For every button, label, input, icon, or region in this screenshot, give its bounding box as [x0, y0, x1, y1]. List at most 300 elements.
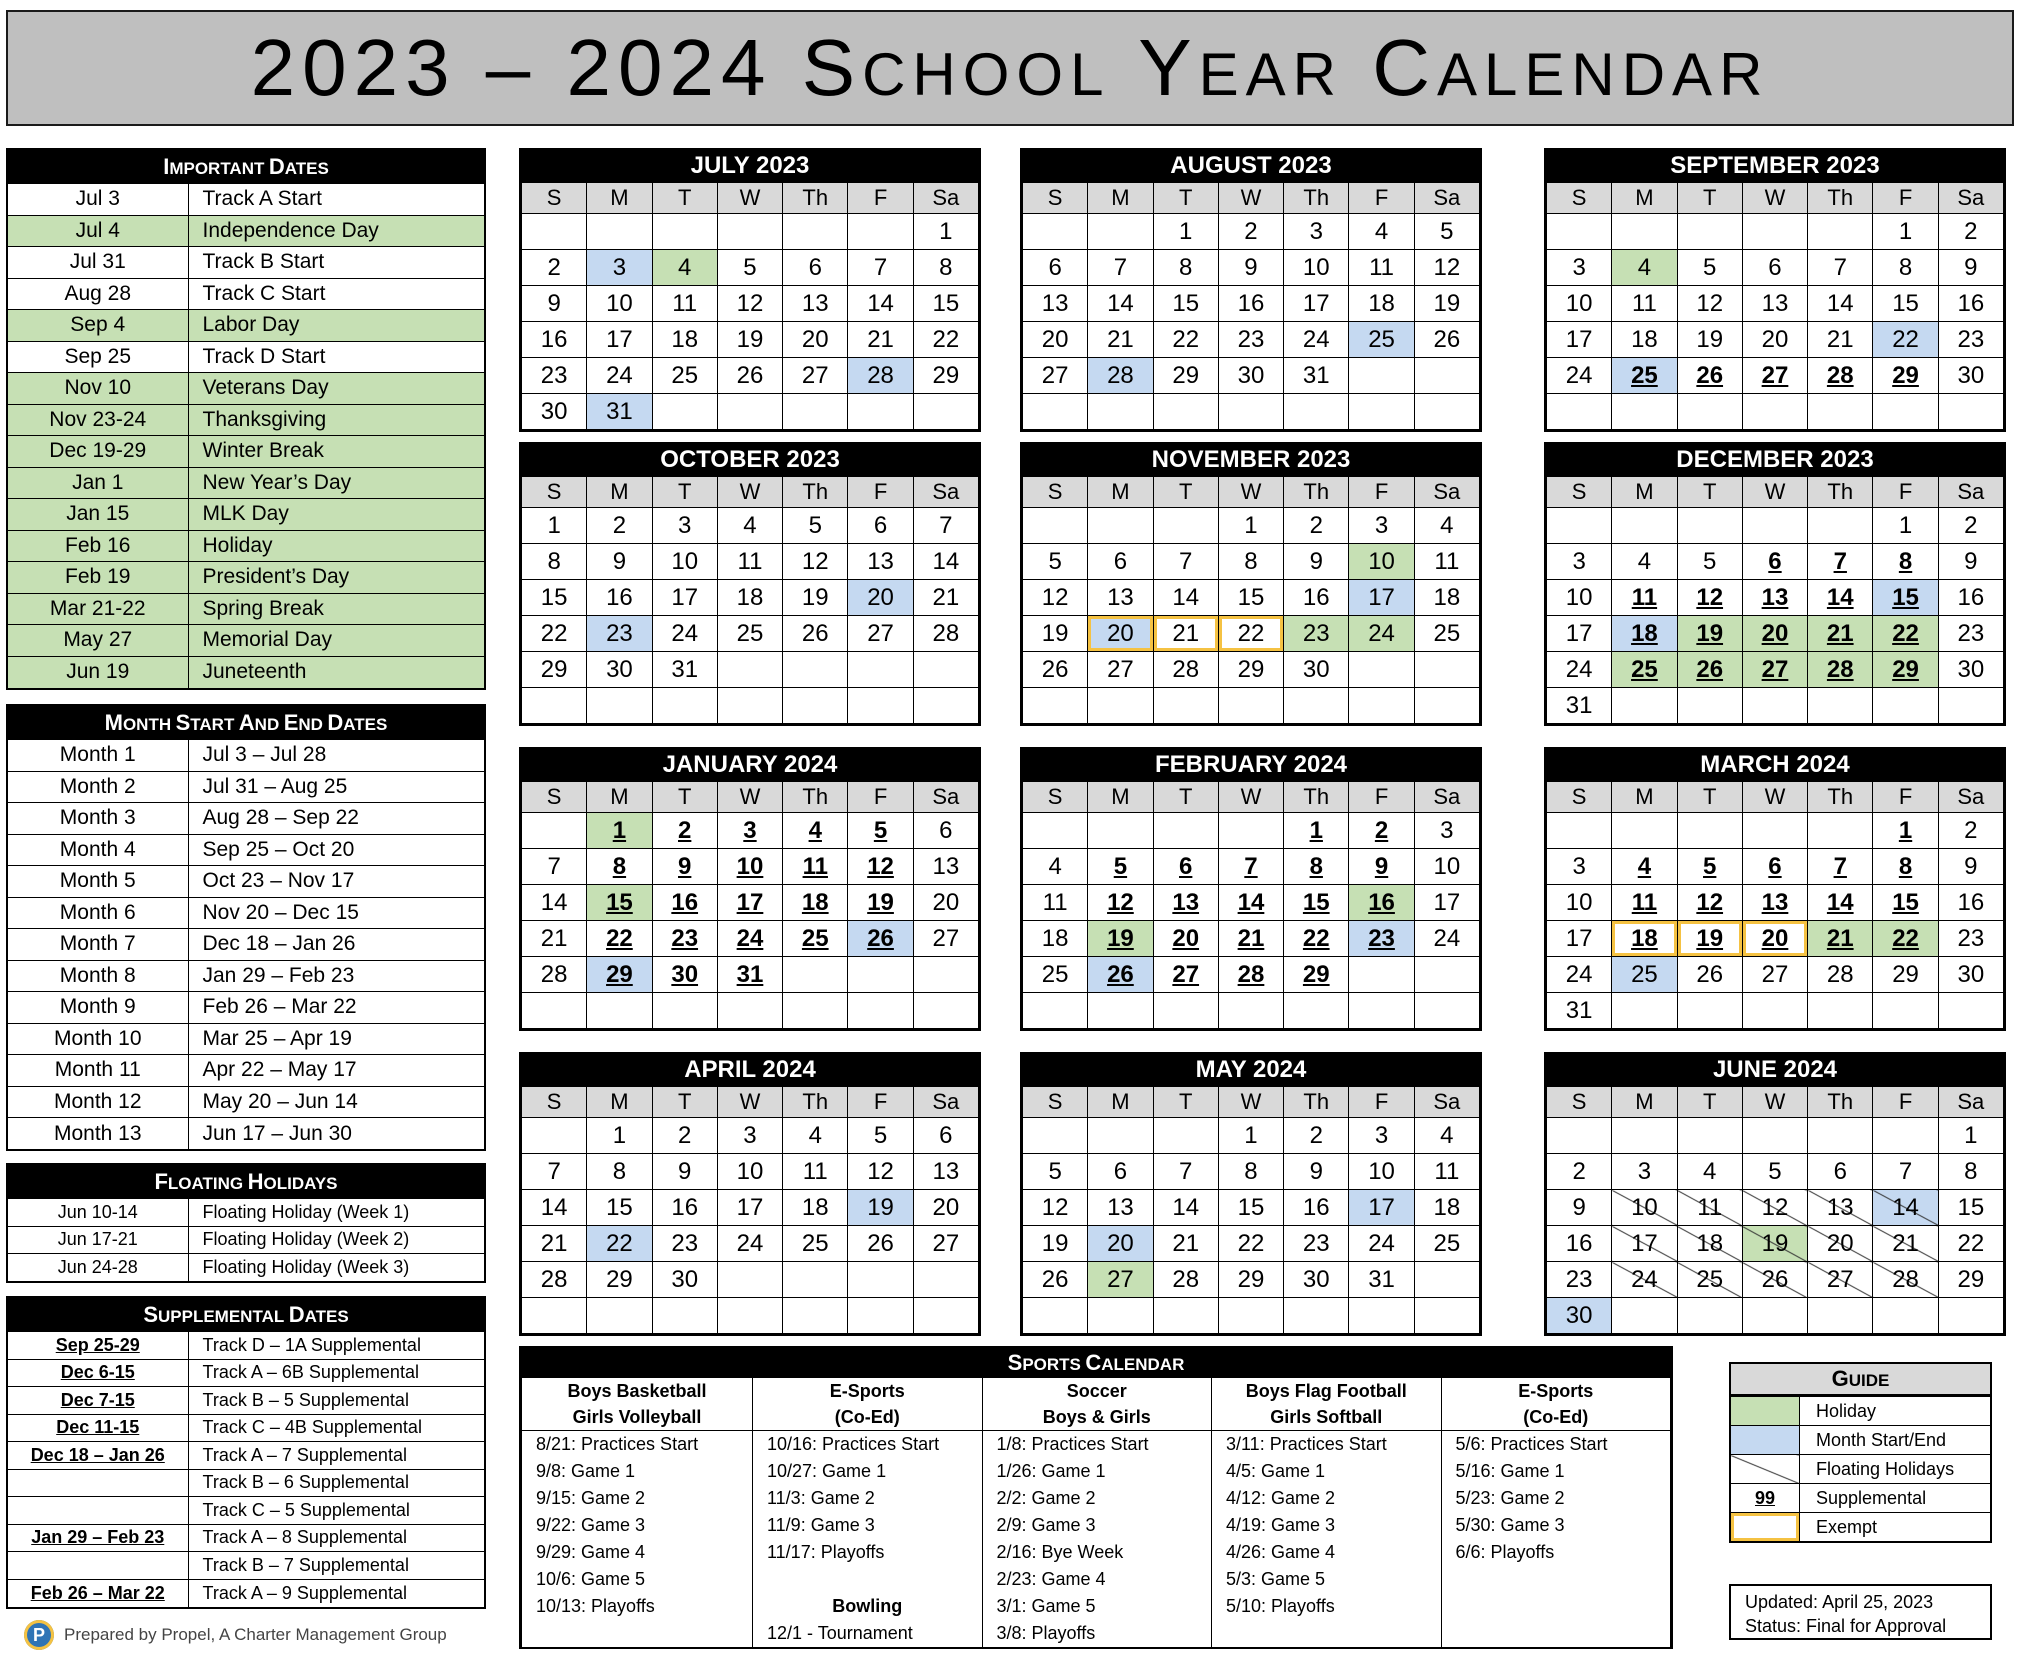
day-cell [1938, 394, 2003, 430]
weekday-label: Sa [913, 1087, 978, 1118]
important-date-row-date: Jun 19 [8, 656, 188, 688]
week-row [522, 358, 979, 394]
day-cell [1742, 214, 1807, 250]
day-cell: 29 [1284, 957, 1349, 993]
weekday-label: T [1153, 782, 1218, 813]
day-cell: 1 [1873, 813, 1938, 849]
supplemental-row [8, 1387, 484, 1415]
day-cell: 29 [1873, 358, 1938, 394]
day-cell: 25 [1414, 616, 1479, 652]
day-cell: 25 [1349, 322, 1414, 358]
day-cell: 27 [1088, 1262, 1153, 1298]
day-cell: 3 [1612, 1154, 1677, 1190]
day-cell [1153, 688, 1218, 724]
day-cell: 31 [587, 394, 652, 430]
week-row [1023, 1226, 1480, 1262]
day-cell: 28 [913, 616, 978, 652]
week-row [522, 921, 979, 957]
day-cell [652, 688, 717, 724]
day-cell: 28 [1808, 652, 1873, 688]
day-cell: 8 [1218, 1154, 1283, 1190]
month-range-row [8, 1055, 484, 1087]
week-row [1023, 1190, 1480, 1226]
day-cell: 18 [783, 885, 848, 921]
day-cell: 9 [1938, 544, 2003, 580]
week-row [1023, 885, 1480, 921]
day-cell [587, 214, 652, 250]
day-cell: 17 [652, 580, 717, 616]
day-cell [652, 993, 717, 1029]
day-cell: 27 [1742, 957, 1807, 993]
day-cell: 22 [1218, 616, 1283, 652]
day-cell: 30 [1284, 652, 1349, 688]
weekday-label: Sa [1938, 477, 2003, 508]
month-range-row-label: Dec 18 – Jan 26 [188, 929, 484, 961]
month-title: OCTOBER 2023 [521, 444, 979, 476]
day-cell: 18 [1349, 286, 1414, 322]
weekday-label: M [587, 477, 652, 508]
status-box [1729, 1584, 1992, 1640]
important-date-row-label: Spring Break [188, 593, 484, 625]
day-cell: 30 [1938, 957, 2003, 993]
day-cell: 6 [1742, 250, 1807, 286]
day-cell: 15 [1218, 580, 1283, 616]
supplemental-row [8, 1524, 484, 1552]
day-cell: 12 [783, 544, 848, 580]
supplemental-row [8, 1552, 484, 1580]
weekday-label: F [1349, 477, 1414, 508]
important-date-row [8, 436, 484, 468]
supplemental-row-date: Jan 29 – Feb 23 [8, 1524, 188, 1552]
day-cell [1612, 813, 1677, 849]
day-cell: 29 [1218, 652, 1283, 688]
sports-header-cell: Boys Flag Football [1212, 1378, 1442, 1404]
month-range-row-label: May 20 – Jun 14 [188, 1086, 484, 1118]
sports-row [522, 1485, 1671, 1512]
sports-header-cell: Boys & Girls [982, 1404, 1212, 1431]
day-cell: 21 [1088, 322, 1153, 358]
day-cell: 7 [1808, 544, 1873, 580]
day-cell: 26 [1742, 1262, 1807, 1298]
week-row [1547, 1154, 2004, 1190]
day-cell: 9 [587, 544, 652, 580]
day-cell: 2 [1547, 1154, 1612, 1190]
day-cell: 19 [1677, 921, 1742, 957]
weekday-label: Th [783, 183, 848, 214]
day-cell: 31 [1284, 358, 1349, 394]
weekday-label: T [1153, 183, 1218, 214]
day-cell [1742, 508, 1807, 544]
day-cell: 25 [1612, 358, 1677, 394]
day-cell: 24 [1612, 1262, 1677, 1298]
day-cell: 7 [848, 250, 913, 286]
day-cell [1677, 1298, 1742, 1334]
important-date-row-date: Jan 15 [8, 499, 188, 531]
day-cell: 10 [1547, 580, 1612, 616]
day-cell [1284, 993, 1349, 1029]
day-cell [1677, 508, 1742, 544]
guide-item [1731, 1426, 1990, 1455]
month-range-row [8, 834, 484, 866]
day-cell: 5 [717, 250, 782, 286]
day-cell: 28 [1088, 358, 1153, 394]
supplemental-row [8, 1442, 484, 1470]
day-cell [1349, 358, 1414, 394]
day-cell: 16 [1938, 580, 2003, 616]
important-date-row-date: Mar 21-22 [8, 593, 188, 625]
day-cell: 30 [522, 394, 587, 430]
weekday-row [1547, 782, 2004, 813]
day-cell [1414, 652, 1479, 688]
day-cell [1742, 813, 1807, 849]
month-range-row-label: Jul 31 – Aug 25 [188, 771, 484, 803]
day-cell: 12 [1677, 885, 1742, 921]
day-cell: 18 [783, 1190, 848, 1226]
day-cell: 3 [1547, 849, 1612, 885]
week-row [1547, 214, 2004, 250]
day-cell: 17 [1414, 885, 1479, 921]
supplemental-row-date [8, 1552, 188, 1580]
important-date-row-date: Dec 19-29 [8, 436, 188, 468]
week-row [522, 652, 979, 688]
day-cell: 19 [1023, 616, 1088, 652]
day-cell: 21 [522, 921, 587, 957]
day-cell: 5 [1742, 1154, 1807, 1190]
sports-cell [753, 1566, 983, 1593]
week-row [522, 1298, 979, 1334]
day-cell: 20 [913, 885, 978, 921]
day-cell: 1 [1218, 508, 1283, 544]
day-cell [1677, 813, 1742, 849]
day-cell: 20 [1023, 322, 1088, 358]
day-cell [1349, 652, 1414, 688]
sports-cell: 9/15: Game 2 [522, 1485, 753, 1512]
day-cell: 1 [913, 214, 978, 250]
month-range-row-label: Apr 22 – May 17 [188, 1055, 484, 1087]
day-cell: 25 [783, 1226, 848, 1262]
day-cell [1808, 1118, 1873, 1154]
day-cell: 19 [1414, 286, 1479, 322]
day-cell [717, 1262, 782, 1298]
week-row [1547, 1190, 2004, 1226]
day-cell: 18 [1612, 921, 1677, 957]
weekday-label: Th [1284, 183, 1349, 214]
weekday-label: W [717, 183, 782, 214]
sports-cell: 4/12: Game 2 [1212, 1485, 1442, 1512]
day-cell [1284, 688, 1349, 724]
month-range-row-date: Month 6 [8, 897, 188, 929]
weekday-label: Sa [1414, 1087, 1479, 1118]
day-cell: 6 [913, 1118, 978, 1154]
day-cell: 5 [1088, 849, 1153, 885]
day-cell: 28 [1873, 1262, 1938, 1298]
supplemental-row-label: Track B – 5 Supplemental [188, 1387, 484, 1415]
day-cell [1742, 688, 1807, 724]
day-cell [848, 214, 913, 250]
day-cell [783, 957, 848, 993]
day-cell: 10 [717, 1154, 782, 1190]
important-date-row [8, 247, 484, 279]
month-range-row [8, 771, 484, 803]
weekday-label: Sa [1414, 183, 1479, 214]
floating-holidays-title: FLOATING HOLIDAYS [8, 1165, 484, 1198]
week-row [522, 508, 979, 544]
day-cell [1153, 508, 1218, 544]
day-cell: 14 [1153, 580, 1218, 616]
week-row [1547, 1298, 2004, 1334]
day-cell: 22 [913, 322, 978, 358]
day-cell: 2 [1284, 508, 1349, 544]
day-cell: 27 [1088, 652, 1153, 688]
floating-holiday-row-date: Jun 17-21 [8, 1226, 188, 1254]
week-row [522, 813, 979, 849]
weekday-label: Sa [1938, 183, 2003, 214]
title-year: 2023 – 2024 [250, 23, 773, 112]
day-cell: 9 [1284, 544, 1349, 580]
month-range-row-label: Mar 25 – Apr 19 [188, 1023, 484, 1055]
day-cell: 17 [1284, 286, 1349, 322]
day-cell: 14 [848, 286, 913, 322]
day-cell [1023, 993, 1088, 1029]
month-range-row [8, 929, 484, 961]
guide-label: Floating Holidays [1800, 1455, 1991, 1484]
week-row [522, 1154, 979, 1190]
day-cell: 16 [1284, 1190, 1349, 1226]
sports-cell: 4/26: Game 4 [1212, 1539, 1442, 1566]
month-range-row-label: Nov 20 – Dec 15 [188, 897, 484, 929]
month-dates-table [8, 739, 484, 1149]
day-cell: 20 [1153, 921, 1218, 957]
weekday-label: S [1547, 1087, 1612, 1118]
day-cell [1612, 1298, 1677, 1334]
day-cell: 7 [913, 508, 978, 544]
day-cell: 31 [652, 652, 717, 688]
weekday-label: T [1677, 1087, 1742, 1118]
important-date-row-date: Jul 31 [8, 247, 188, 279]
supplemental-row-label: Track B – 7 Supplemental [188, 1552, 484, 1580]
sports-row [522, 1431, 1671, 1459]
day-cell [1218, 993, 1283, 1029]
day-cell: 3 [1547, 544, 1612, 580]
month-range-row-date: Month 2 [8, 771, 188, 803]
day-cell: 28 [1153, 1262, 1218, 1298]
sports-cell: 11/17: Playoffs [753, 1539, 983, 1566]
day-cell: 19 [848, 885, 913, 921]
day-cell: 18 [1414, 580, 1479, 616]
guide-swatch [1731, 1455, 1800, 1484]
day-cell: 7 [1808, 250, 1873, 286]
day-cell [1153, 813, 1218, 849]
day-cell [783, 1262, 848, 1298]
weekday-label: Th [783, 1087, 848, 1118]
floating-holiday-row [8, 1199, 484, 1227]
sports-calendar [519, 1346, 1673, 1649]
week-row [1023, 1118, 1480, 1154]
day-cell: 12 [1742, 1190, 1807, 1226]
month-range-row [8, 1118, 484, 1150]
day-cell: 7 [1088, 250, 1153, 286]
sports-row [522, 1512, 1671, 1539]
guide-item [1731, 1397, 1990, 1426]
day-cell: 30 [652, 1262, 717, 1298]
day-cell: 1 [1873, 214, 1938, 250]
day-cell: 28 [522, 1262, 587, 1298]
day-cell [1808, 508, 1873, 544]
day-cell: 6 [1742, 544, 1807, 580]
day-cell: 5 [848, 1118, 913, 1154]
weekday-label: Sa [913, 477, 978, 508]
important-dates-table [8, 183, 484, 688]
sports-cell: 3/1: Game 5 [982, 1593, 1212, 1620]
day-cell: 21 [1808, 616, 1873, 652]
month-calendar [519, 1052, 981, 1336]
day-cell [522, 214, 587, 250]
day-cell: 1 [587, 813, 652, 849]
important-date-row [8, 499, 484, 531]
week-row [522, 286, 979, 322]
sports-cell: 1/26: Game 1 [982, 1458, 1212, 1485]
day-cell: 2 [652, 813, 717, 849]
day-cell: 24 [1349, 616, 1414, 652]
day-cell: 9 [1938, 849, 2003, 885]
day-cell [1088, 688, 1153, 724]
day-cell: 13 [1742, 885, 1807, 921]
day-cell: 4 [1414, 1118, 1479, 1154]
day-cell [783, 652, 848, 688]
weekday-label: S [1547, 477, 1612, 508]
day-cell [522, 688, 587, 724]
month-calendar [519, 442, 981, 726]
day-cell: 11 [1612, 286, 1677, 322]
day-cell: 7 [1873, 1154, 1938, 1190]
day-cell [1414, 1298, 1479, 1334]
important-date-row-label: Holiday [188, 530, 484, 562]
day-cell: 4 [783, 1118, 848, 1154]
weekday-label: F [1349, 183, 1414, 214]
day-cell: 31 [1349, 1262, 1414, 1298]
day-cell: 22 [522, 616, 587, 652]
important-date-row-date: Nov 10 [8, 373, 188, 405]
day-cell: 14 [522, 885, 587, 921]
day-cell: 2 [1349, 813, 1414, 849]
sports-cell: 10/16: Practices Start [753, 1431, 983, 1459]
weekday-label: W [1742, 183, 1807, 214]
month-title: AUGUST 2023 [1022, 150, 1480, 182]
week-row [522, 1190, 979, 1226]
important-date-row-date: May 27 [8, 625, 188, 657]
day-cell: 26 [1677, 652, 1742, 688]
day-cell: 12 [1677, 286, 1742, 322]
day-cell [717, 1298, 782, 1334]
guide-swatch: 99 [1731, 1484, 1800, 1513]
day-cell: 15 [1873, 286, 1938, 322]
weekday-row [1023, 183, 1480, 214]
weekday-label: T [652, 183, 717, 214]
day-cell: 7 [1153, 1154, 1218, 1190]
day-cell [1742, 1118, 1807, 1154]
day-cell [1218, 813, 1283, 849]
day-cell: 21 [1218, 921, 1283, 957]
month-range-row-date: Month 12 [8, 1086, 188, 1118]
day-cell: 12 [848, 1154, 913, 1190]
sports-cell: 10/13: Playoffs [522, 1593, 753, 1620]
month-range-row-label: Jul 3 – Jul 28 [188, 740, 484, 772]
week-row [1547, 813, 2004, 849]
day-cell: 16 [587, 580, 652, 616]
supplemental-row [8, 1332, 484, 1360]
weekday-row [1023, 477, 1480, 508]
day-cell: 26 [1414, 322, 1479, 358]
important-date-row [8, 593, 484, 625]
month-range-row [8, 740, 484, 772]
supplemental-row-label: Track A – 9 Supplemental [188, 1579, 484, 1607]
day-cell: 20 [1742, 616, 1807, 652]
sports-row [522, 1539, 1671, 1566]
day-cell: 26 [848, 921, 913, 957]
day-cell: 14 [1873, 1190, 1938, 1226]
day-cell: 16 [652, 885, 717, 921]
day-cell [1414, 993, 1479, 1029]
propel-logo-icon: P [24, 1620, 54, 1650]
day-cell [522, 1118, 587, 1154]
day-cell: 13 [848, 544, 913, 580]
day-cell [1349, 1298, 1414, 1334]
day-cell: 4 [652, 250, 717, 286]
day-cell: 3 [1349, 1118, 1414, 1154]
day-cell [1023, 1298, 1088, 1334]
day-cell [1284, 394, 1349, 430]
month-dates-panel [6, 704, 486, 1151]
week-row [1023, 580, 1480, 616]
day-cell: 23 [1938, 616, 2003, 652]
day-cell [1349, 394, 1414, 430]
week-row [1023, 358, 1480, 394]
important-date-row-date: Feb 19 [8, 562, 188, 594]
day-cell: 1 [587, 1118, 652, 1154]
week-row [1023, 322, 1480, 358]
day-cell: 15 [587, 885, 652, 921]
day-cell: 13 [1153, 885, 1218, 921]
day-cell: 16 [1938, 885, 2003, 921]
important-date-row-label: Track D Start [188, 341, 484, 373]
day-cell: 8 [1218, 544, 1283, 580]
day-cell: 14 [1153, 1190, 1218, 1226]
day-cell: 9 [522, 286, 587, 322]
weekday-label: F [848, 1087, 913, 1118]
sports-header-cell: Girls Volleyball [522, 1404, 753, 1431]
sports-cell: 2/2: Game 2 [982, 1485, 1212, 1512]
weekday-label: S [1023, 477, 1088, 508]
month-title: SEPTEMBER 2023 [1546, 150, 2004, 182]
day-cell [1023, 214, 1088, 250]
weekday-label: W [1742, 477, 1807, 508]
month-range-row-date: Month 13 [8, 1118, 188, 1150]
month-range-row-date: Month 11 [8, 1055, 188, 1087]
important-date-row-label: New Year’s Day [188, 467, 484, 499]
month-grid [1022, 781, 1480, 1029]
day-cell: 11 [783, 1154, 848, 1190]
day-cell [522, 993, 587, 1029]
weekday-label: W [1742, 1087, 1807, 1118]
sports-row [522, 1566, 1671, 1593]
week-row [522, 957, 979, 993]
weekday-label: Th [1284, 477, 1349, 508]
sports-cell: 3/11: Practices Start [1212, 1431, 1442, 1459]
day-cell [1349, 993, 1414, 1029]
day-cell: 3 [1349, 508, 1414, 544]
day-cell: 8 [1938, 1154, 2003, 1190]
weekday-label: Th [1808, 477, 1873, 508]
